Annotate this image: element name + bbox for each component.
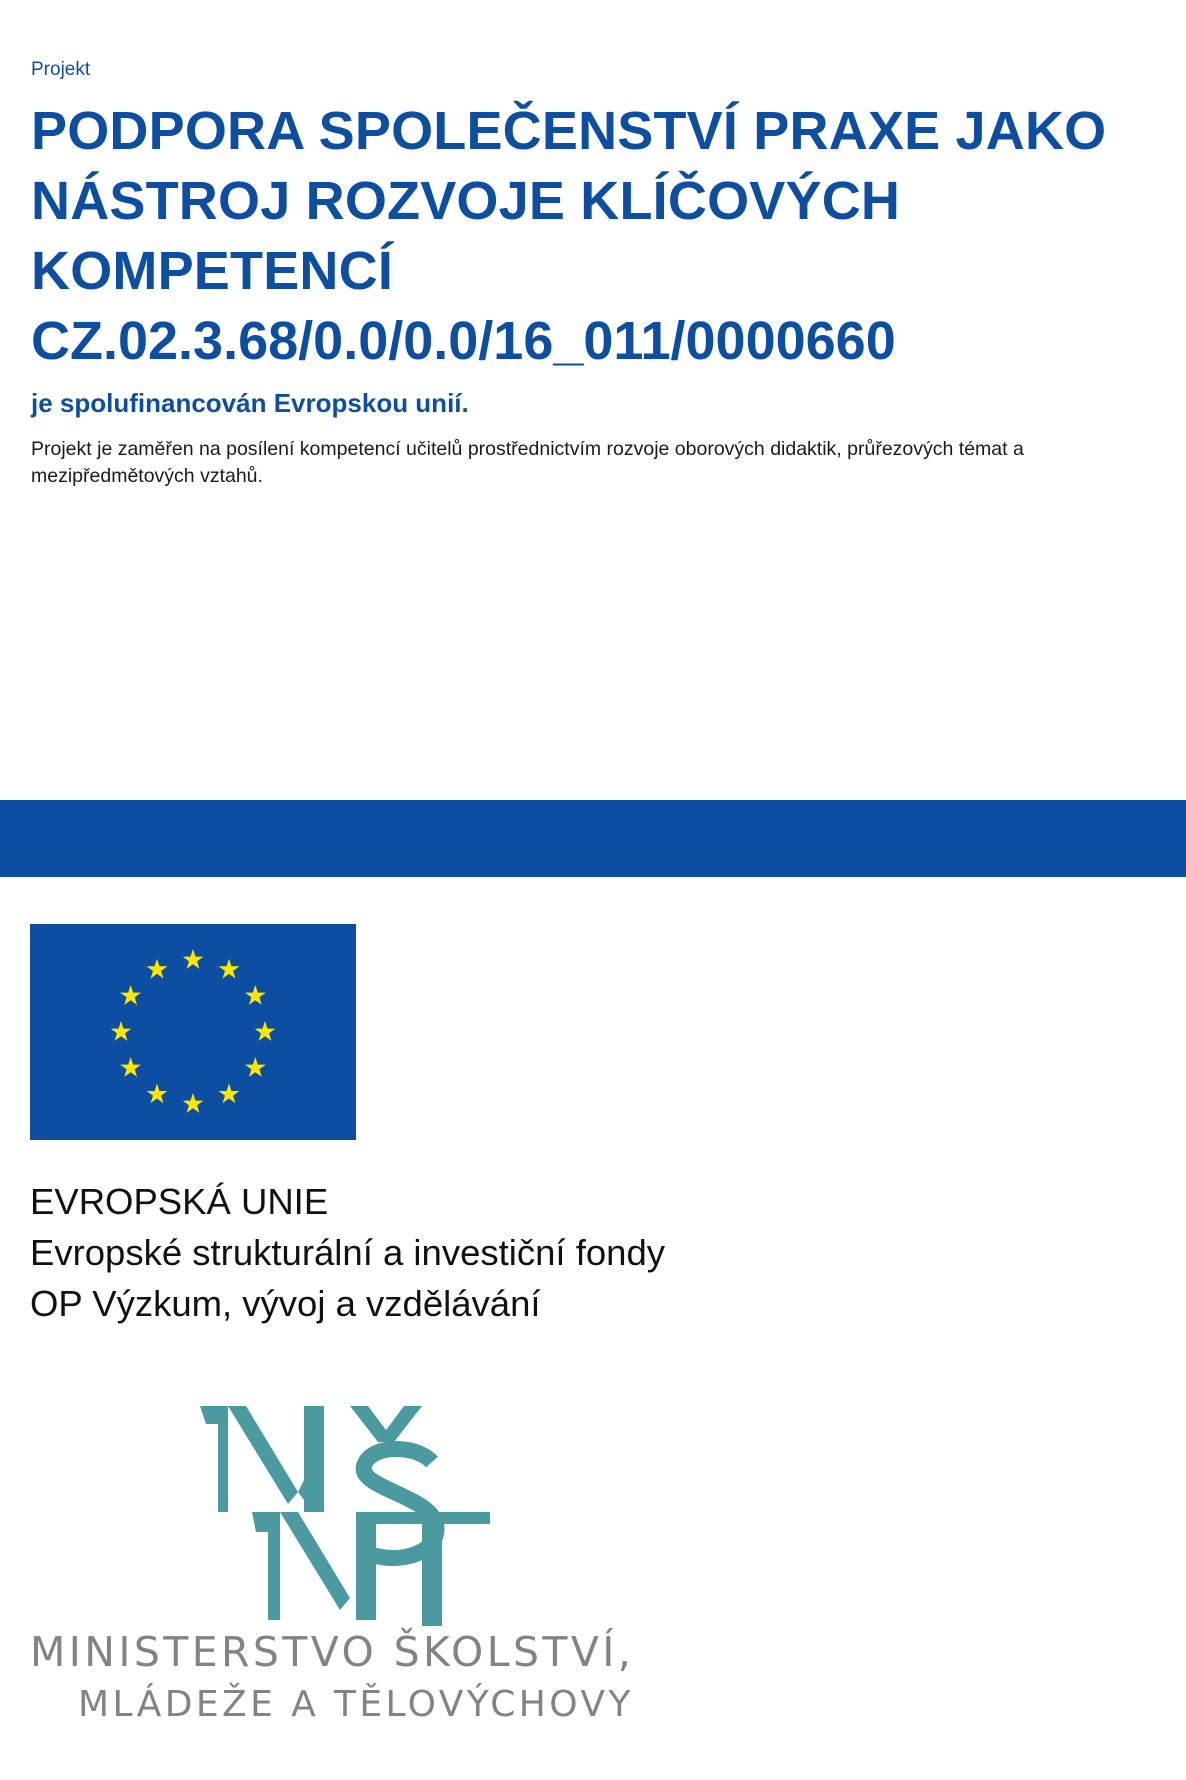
eu-flag-icon	[30, 924, 356, 1140]
msmt-name-line2: MLÁDEŽE A TĚLOVÝCHOVY	[78, 1684, 634, 1725]
eu-line-funds: Evropské strukturální a investiční fondy	[30, 1232, 665, 1273]
project-label: Projekt	[31, 59, 91, 80]
msmt-logo-icon	[200, 1400, 560, 1630]
project-code: CZ.02.3.68/0.0/0.0/16_011/0000660	[31, 311, 896, 371]
cofinanced-note: je spolufinancován Evropskou unií.	[31, 388, 469, 418]
project-header	[31, 58, 1156, 490]
project-description: Projekt je zaměřen na posílení kompetencí učitelů prostřednictvím rozvoje oborových didaktik, průřezových témat a mezipředmětových vztahů.	[31, 438, 1024, 487]
blue-divider-bar	[0, 800, 1186, 877]
project-title: PODPORA SPOLEČENSTVÍ PRAXE JAKO NÁSTROJ ROZVOJE KLÍČOVÝCH KOMPETENCÍ	[31, 101, 1107, 301]
msmt-logo	[30, 1400, 690, 1730]
eu-line-programme: OP Výzkum, vývoj a vzdělávání	[30, 1283, 541, 1324]
eu-text-block	[30, 1176, 665, 1329]
eu-line-union: EVROPSKÁ UNIE	[30, 1181, 329, 1222]
msmt-name-line1: MINISTERSTVO ŠKOLSTVÍ,	[30, 1628, 635, 1676]
